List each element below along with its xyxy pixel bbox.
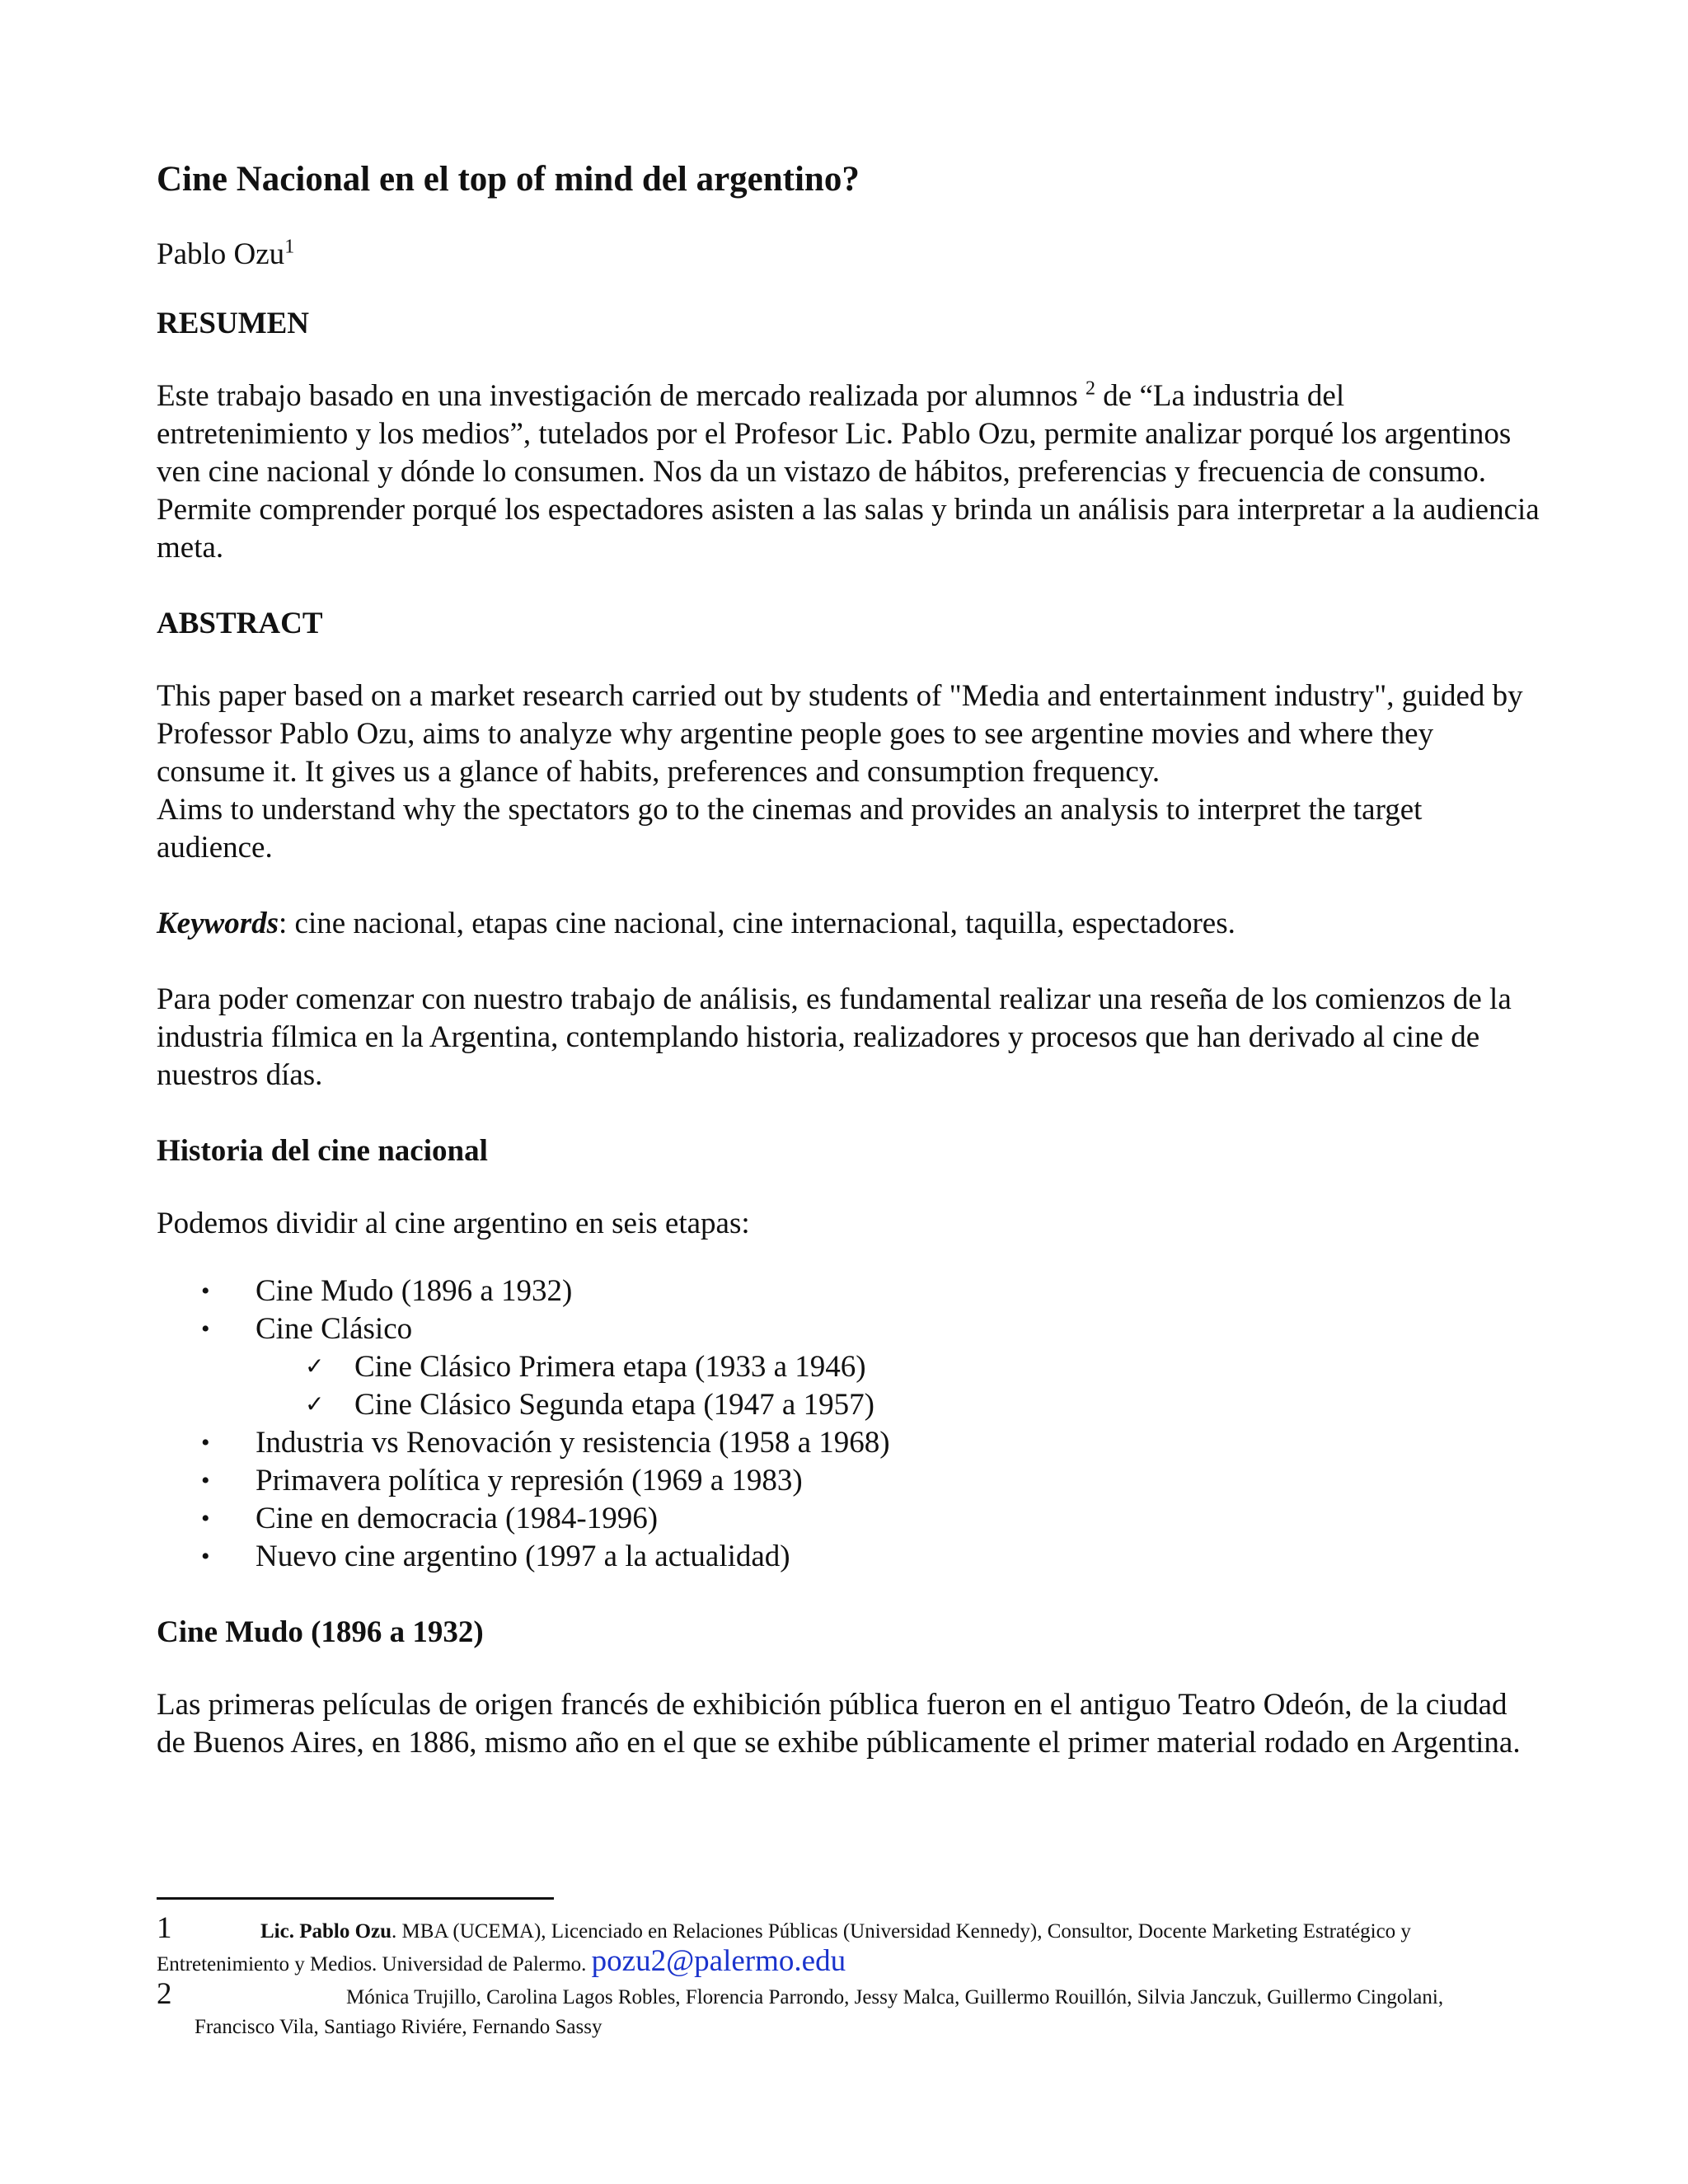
cine-mudo-paragraph: Las primeras películas de origen francés de exhibición pública fueron en el antiguo Teatro Odeón, de la ciudad de Buenos Aires, en 1886, mismo año en el que se exhibe públicamente el primer material rodado en Argentina. [157,1688,1521,1760]
resumen-paragraph-2: Permite comprender porqué los espectadores asisten a las salas y brinda un análisis para interpretar a la audiencia meta. [157,493,1540,565]
footnote-1-cont-text: Entretenimiento y Medios. Universidad de Palermo. [157,1953,592,1975]
historia-lead: Podemos dividir al cine argentino en seis etapas: [157,1207,750,1240]
footnotes [157,1911,1541,2042]
keywords-label: Keywords [157,907,279,940]
footnote-1-continuation [157,1944,1541,1980]
abstract-paragraph-2: Aims to understand why the spectators go to the cinemas and provides an analysis to interpret the target audience. [157,793,1423,865]
footnote-1-number: 1 [157,1911,172,1945]
author-email-link[interactable]: pozu2@palermo.edu [591,1944,846,1978]
footnote-divider [157,1897,554,1900]
list-item: • Cine Clásico [157,1310,1541,1348]
footnote-2-continuation: Francisco Vila, Santiago Riviére, Fernando Sassy [195,2016,603,2038]
footnote-2 [157,1977,1541,2013]
etapas-list [157,1272,1541,1576]
footnote-1-author: Lic. Pablo Ozu [260,1920,392,1943]
keywords-text: : cine nacional, etapas cine nacional, cine internacional, taquilla, espectadores. [279,907,1236,940]
paper-title: Cine Nacional en el top of mind del argentino? [157,160,860,199]
author-footnote-ref: 1 [284,236,295,258]
resumen-text-b: de “La industria del entretenimiento y los medios”, tutelados por el Profesor Lic. Pablo Ozu, permite analizar porqué los argentinos ven cine nacional y dónde lo consumen. Nos da un vistazo de hábitos, preferencias y frecuencia de consumo. [157,379,1512,489]
list-item: • Primavera política y represión (1969 a 1983) [157,1462,1541,1500]
abstract-paragraph-1: This paper based on a market research carried out by students of "Media and entertainment industry", guided by Professor Pablo Ozu, aims to analyze why argentine people goes to see argentine movies and where they consume it. It gives us a glance of habits, preferences and consumption frequency. [157,679,1523,789]
abstract-heading: ABSTRACT [157,607,323,640]
author-name: Pablo Ozu [157,237,285,271]
footnote-2-number: 2 [157,1977,172,2011]
intro-paragraph: Para poder comenzar con nuestro trabajo de análisis, es fundamental realizar una reseña de los comienzos de la industria fílmica en la Argentina, contemplando historia, realizadores y procesos que han derivado al cine de nuestros días. [157,982,1512,1092]
footnote-1-text: . MBA (UCEMA), Licenciado en Relaciones Públicas (Universidad Kennedy), Consultor, Docente Marketing Estratégico y [392,1920,1411,1943]
list-item: • Nuevo cine argentino (1997 a la actualidad) [157,1538,1541,1576]
sub-list-item: ✓ Cine Clásico Segunda etapa (1947 a 1957) [157,1386,1541,1424]
resumen-footnote-ref: 2 [1085,377,1096,400]
footnote-1 [157,1911,1541,1947]
list-item: • Industria vs Renovación y resistencia (1958 a 1968) [157,1424,1541,1462]
document-body [157,157,1541,1762]
sub-list-item: ✓ Cine Clásico Primera etapa (1933 a 1946) [157,1348,1541,1386]
cine-mudo-heading: Cine Mudo (1896 a 1932) [157,1615,484,1649]
resumen-heading: RESUMEN [157,307,310,340]
list-item: • Cine Mudo (1896 a 1932) [157,1272,1541,1310]
keywords-line [157,905,1541,943]
list-item: • Cine en democracia (1984-1996) [157,1500,1541,1538]
footnote-2-text: Mónica Trujillo, Carolina Lagos Robles, Florencia Parrondo, Jessy Malca, Guillermo Rouillón, Silvia Janczuk, Guillermo Cingolani, [346,1986,1444,2008]
resumen-text-a: Este trabajo basado en una investigación de mercado realizada por alumnos [157,379,1086,413]
resumen-paragraph-1 [157,377,1541,491]
author-line [157,236,1541,274]
historia-heading: Historia del cine nacional [157,1134,488,1168]
